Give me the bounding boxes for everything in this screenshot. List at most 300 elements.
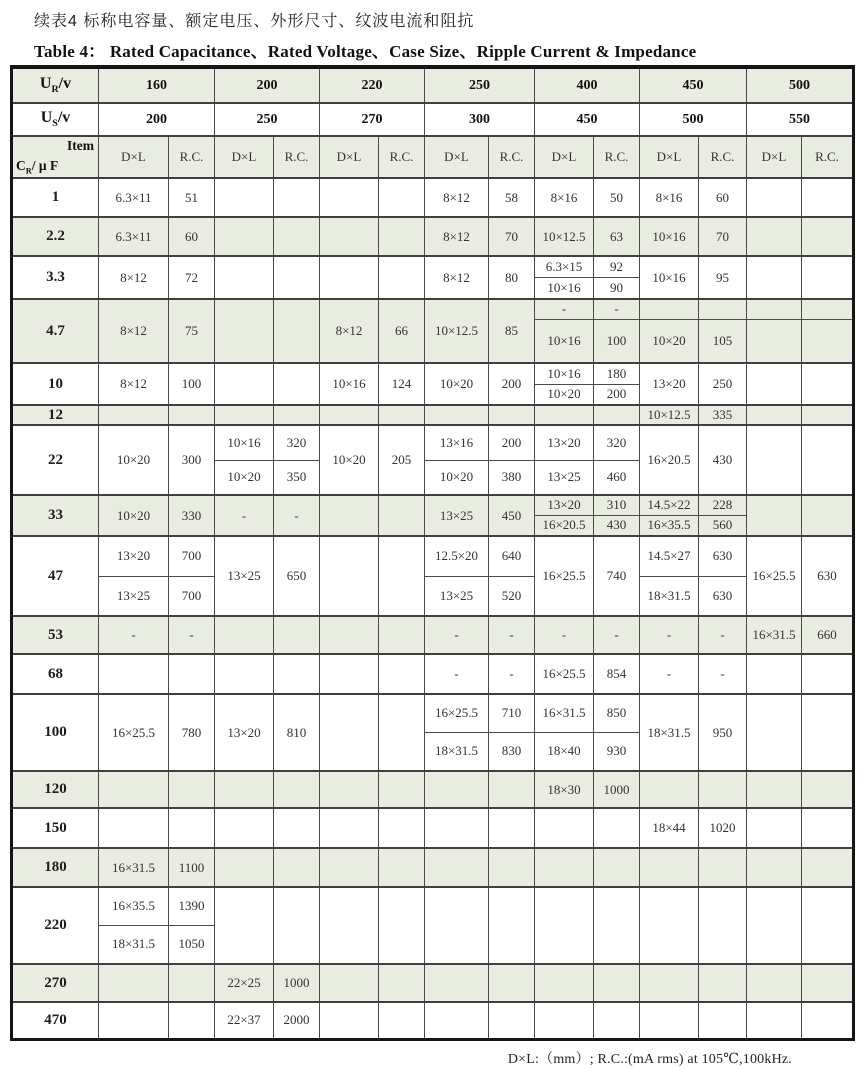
cell-dxl: - xyxy=(640,654,699,694)
rc-header: R.C. xyxy=(274,136,320,178)
cell-empty xyxy=(99,405,169,425)
cell-dxl: 8×12 xyxy=(320,299,379,363)
cell-empty xyxy=(425,964,489,1002)
table-subrow xyxy=(12,576,854,616)
cell-empty xyxy=(802,848,854,887)
cap-label: 180 xyxy=(12,848,99,887)
cell-empty xyxy=(320,964,379,1002)
cell-empty xyxy=(215,887,274,964)
page-header xyxy=(0,0,862,62)
cell-rc: 630 xyxy=(699,576,747,616)
cell-empty xyxy=(594,887,640,964)
cell-empty xyxy=(802,217,854,256)
table-row xyxy=(12,425,854,460)
cell-empty xyxy=(594,848,640,887)
cell-empty xyxy=(215,405,274,425)
cell-empty xyxy=(747,425,802,495)
cell-empty xyxy=(320,616,379,654)
cell-empty xyxy=(99,771,169,808)
cell-rc: 700 xyxy=(169,576,215,616)
cell-rc: 630 xyxy=(699,536,747,576)
cell-dxl: 8×12 xyxy=(99,299,169,363)
cell-empty xyxy=(215,848,274,887)
us-value: 450 xyxy=(535,103,640,136)
item-header-row xyxy=(12,136,854,178)
cell-dxl: 18×31.5 xyxy=(425,732,489,771)
cell-empty xyxy=(489,848,535,887)
cell-empty xyxy=(747,808,802,848)
cell-dxl: 16×25.5 xyxy=(425,694,489,732)
cell-rc: - xyxy=(594,299,640,319)
cell-empty xyxy=(274,217,320,256)
cell-empty xyxy=(747,964,802,1002)
cell-rc: 320 xyxy=(594,425,640,460)
cell-empty xyxy=(802,425,854,495)
cell-dxl: 10×20 xyxy=(535,384,594,405)
cap-label: 22 xyxy=(12,425,99,495)
ur-label-cell xyxy=(12,67,99,103)
us-value: 200 xyxy=(99,103,215,136)
cell-dxl: 18×30 xyxy=(535,771,594,808)
cell-empty xyxy=(274,178,320,217)
table-number-label: Table 4： xyxy=(34,42,106,61)
rc-header: R.C. xyxy=(699,136,747,178)
cell-dxl: 13×16 xyxy=(425,425,489,460)
cell-rc: 950 xyxy=(699,694,747,771)
cell-dxl: 10×12.5 xyxy=(425,299,489,363)
cell-rc: 200 xyxy=(594,384,640,405)
ur-value: 200 xyxy=(215,67,320,103)
cell-empty xyxy=(320,808,379,848)
cell-empty xyxy=(274,616,320,654)
cap-label: 220 xyxy=(12,887,99,964)
cell-empty xyxy=(640,848,699,887)
cell-dxl: 6.3×15 xyxy=(535,256,594,277)
cell-dxl: 10×16 xyxy=(640,217,699,256)
cell-rc: 560 xyxy=(699,515,747,536)
cell-rc: 58 xyxy=(489,178,535,217)
cell-empty xyxy=(215,808,274,848)
cell-dxl: 8×12 xyxy=(425,217,489,256)
cell-empty xyxy=(169,1002,215,1039)
table-row xyxy=(12,495,854,515)
cell-empty xyxy=(379,256,425,299)
cell-empty xyxy=(535,887,594,964)
cell-empty xyxy=(802,808,854,848)
cell-empty xyxy=(425,771,489,808)
cell-empty xyxy=(802,178,854,217)
cell-empty xyxy=(489,1002,535,1039)
cell-empty xyxy=(802,887,854,964)
cell-dxl: - xyxy=(99,616,169,654)
cell-empty xyxy=(425,1002,489,1039)
cell-rc: 70 xyxy=(699,217,747,256)
cell-dxl: 16×31.5 xyxy=(535,694,594,732)
cell-empty xyxy=(379,654,425,694)
cell-empty xyxy=(215,616,274,654)
cell-empty xyxy=(379,536,425,616)
cell-dxl: 13×20 xyxy=(99,536,169,576)
cell-empty xyxy=(489,771,535,808)
cell-rc: 66 xyxy=(379,299,425,363)
cap-label: 53 xyxy=(12,616,99,654)
dxl-header: D×L xyxy=(99,136,169,178)
dxl-header: D×L xyxy=(215,136,274,178)
cell-empty xyxy=(379,495,425,536)
us-value: 300 xyxy=(425,103,535,136)
cell-dxl: 14.5×27 xyxy=(640,536,699,576)
cell-empty xyxy=(274,887,320,964)
cell-empty xyxy=(379,405,425,425)
cell-empty xyxy=(802,654,854,694)
cell-empty xyxy=(640,299,699,319)
cap-label: 120 xyxy=(12,771,99,808)
table-row xyxy=(12,964,854,1002)
cell-rc: 250 xyxy=(699,363,747,405)
cell-dxl: 13×25 xyxy=(425,495,489,536)
table-title-text: Rated Capacitance、Rated Voltage、Case Size、Ripple Current & Impedance xyxy=(109,42,697,61)
rc-header: R.C. xyxy=(169,136,215,178)
cell-empty xyxy=(747,405,802,425)
cell-empty xyxy=(802,694,854,771)
page-title-en xyxy=(34,37,862,62)
table-row xyxy=(12,654,854,694)
cell-rc: 180 xyxy=(594,363,640,384)
dxl-header: D×L xyxy=(425,136,489,178)
cell-empty xyxy=(379,616,425,654)
cell-empty xyxy=(320,654,379,694)
cell-rc: 650 xyxy=(274,536,320,616)
cell-rc: 330 xyxy=(169,495,215,536)
cell-empty xyxy=(320,405,379,425)
dxl-header: D×L xyxy=(320,136,379,178)
us-value: 500 xyxy=(640,103,747,136)
rc-header: R.C. xyxy=(594,136,640,178)
cell-empty xyxy=(215,299,274,363)
cell-dxl: 10×20 xyxy=(99,495,169,536)
cell-dxl: 13×25 xyxy=(535,460,594,495)
cell-empty xyxy=(379,887,425,964)
cell-dxl: - xyxy=(640,616,699,654)
cap-label: 4.7 xyxy=(12,299,99,363)
table-row xyxy=(12,405,854,425)
cell-empty xyxy=(699,964,747,1002)
cell-rc: 50 xyxy=(594,178,640,217)
cell-empty xyxy=(99,964,169,1002)
cell-dxl: 18×31.5 xyxy=(640,694,699,771)
surge-voltage-row xyxy=(12,103,854,136)
cell-dxl: 12.5×20 xyxy=(425,536,489,576)
cell-rc: - xyxy=(169,616,215,654)
cell-empty xyxy=(169,654,215,694)
cell-rc: 350 xyxy=(274,460,320,495)
cell-rc: 450 xyxy=(489,495,535,536)
cell-dxl: 10×20 xyxy=(425,363,489,405)
dxl-header: D×L xyxy=(640,136,699,178)
cell-empty xyxy=(802,405,854,425)
cap-label: 100 xyxy=(12,694,99,771)
cell-dxl: 10×20 xyxy=(99,425,169,495)
item-cr-diagonal-cell xyxy=(12,136,99,178)
cell-dxl: 10×16 xyxy=(535,319,594,363)
cell-empty xyxy=(320,694,379,771)
cell-dxl: 22×37 xyxy=(215,1002,274,1039)
cr-label xyxy=(16,158,58,176)
cell-rc: 100 xyxy=(169,363,215,405)
cell-empty xyxy=(320,217,379,256)
cell-empty xyxy=(99,654,169,694)
cap-label: 1 xyxy=(12,178,99,217)
rc-header: R.C. xyxy=(489,136,535,178)
cell-rc: 700 xyxy=(169,536,215,576)
cell-empty xyxy=(489,964,535,1002)
cell-rc: - xyxy=(274,495,320,536)
cell-empty xyxy=(747,178,802,217)
cell-empty xyxy=(169,808,215,848)
cell-dxl: 16×20.5 xyxy=(640,425,699,495)
cell-rc: 640 xyxy=(489,536,535,576)
cell-dxl: 10×16 xyxy=(535,363,594,384)
cell-dxl: 18×44 xyxy=(640,808,699,848)
cell-dxl: - xyxy=(535,616,594,654)
cell-empty xyxy=(320,536,379,616)
table-row xyxy=(12,256,854,277)
cr-sub: R xyxy=(25,167,32,176)
cell-rc: 75 xyxy=(169,299,215,363)
cell-empty xyxy=(535,848,594,887)
cell-dxl: - xyxy=(535,299,594,319)
cell-empty xyxy=(489,405,535,425)
cell-dxl: 10×20 xyxy=(640,319,699,363)
cell-dxl: 6.3×11 xyxy=(99,217,169,256)
cell-empty xyxy=(699,299,747,319)
cell-rc: 850 xyxy=(594,694,640,732)
cell-dxl: 10×16 xyxy=(535,277,594,299)
cell-dxl: 10×12.5 xyxy=(640,405,699,425)
cell-dxl: 13×25 xyxy=(99,576,169,616)
cell-rc: 430 xyxy=(594,515,640,536)
cell-empty xyxy=(215,178,274,217)
cell-rc: 200 xyxy=(489,425,535,460)
cell-empty xyxy=(594,405,640,425)
cell-empty xyxy=(747,363,802,405)
cell-empty xyxy=(274,771,320,808)
cap-label: 68 xyxy=(12,654,99,694)
cell-empty xyxy=(215,771,274,808)
cell-dxl: 8×12 xyxy=(425,178,489,217)
cell-dxl: 10×20 xyxy=(320,425,379,495)
cell-empty xyxy=(379,217,425,256)
cell-empty xyxy=(747,654,802,694)
cell-dxl: 8×12 xyxy=(425,256,489,299)
cell-empty xyxy=(699,1002,747,1039)
cell-rc: 930 xyxy=(594,732,640,771)
cell-rc: - xyxy=(699,654,747,694)
cell-rc: 660 xyxy=(802,616,854,654)
cell-empty xyxy=(425,808,489,848)
cell-empty xyxy=(274,808,320,848)
cell-empty xyxy=(640,887,699,964)
cell-empty xyxy=(489,887,535,964)
cell-empty xyxy=(535,405,594,425)
us-sub: S xyxy=(52,118,58,130)
cell-rc: 228 xyxy=(699,495,747,515)
cell-dxl: - xyxy=(425,616,489,654)
cell-empty xyxy=(274,363,320,405)
cell-empty xyxy=(699,848,747,887)
cell-rc: - xyxy=(489,654,535,694)
cell-empty xyxy=(594,1002,640,1039)
cell-empty xyxy=(379,694,425,771)
cell-empty xyxy=(99,1002,169,1039)
ur-base: U xyxy=(39,75,52,93)
cell-rc: 1020 xyxy=(699,808,747,848)
cell-dxl: 8×16 xyxy=(535,178,594,217)
table-row xyxy=(12,808,854,848)
cell-empty xyxy=(802,964,854,1002)
cell-rc: 780 xyxy=(169,694,215,771)
cell-dxl: 13×20 xyxy=(535,425,594,460)
cell-empty xyxy=(425,405,489,425)
rated-voltage-row xyxy=(12,67,854,103)
cell-empty xyxy=(169,771,215,808)
cell-empty xyxy=(274,299,320,363)
cap-label: 10 xyxy=(12,363,99,405)
cell-rc: 810 xyxy=(274,694,320,771)
cell-empty xyxy=(320,1002,379,1039)
cell-rc: 90 xyxy=(594,277,640,299)
cap-label: 470 xyxy=(12,1002,99,1039)
cell-rc: 1390 xyxy=(169,887,215,925)
dxl-header: D×L xyxy=(535,136,594,178)
cell-rc: 710 xyxy=(489,694,535,732)
item-label: Item xyxy=(67,138,94,153)
cell-dxl: 16×20.5 xyxy=(535,515,594,536)
cell-empty xyxy=(320,887,379,964)
ur-value: 500 xyxy=(747,67,854,103)
table-row xyxy=(12,887,854,925)
cell-rc: 300 xyxy=(169,425,215,495)
cell-rc: 380 xyxy=(489,460,535,495)
cell-empty xyxy=(169,964,215,1002)
us-value: 250 xyxy=(215,103,320,136)
cap-label: 270 xyxy=(12,964,99,1002)
cell-empty xyxy=(215,654,274,694)
dxl-header: D×L xyxy=(747,136,802,178)
cell-dxl: 14.5×22 xyxy=(640,495,699,515)
cell-rc: 105 xyxy=(699,319,747,363)
cell-rc: 430 xyxy=(699,425,747,495)
cell-empty xyxy=(535,964,594,1002)
cell-dxl: 13×20 xyxy=(640,363,699,405)
cell-rc: 95 xyxy=(699,256,747,299)
cell-empty xyxy=(699,887,747,964)
cell-dxl: - xyxy=(425,654,489,694)
cell-empty xyxy=(802,256,854,299)
cap-label: 2.2 xyxy=(12,217,99,256)
ur-value: 160 xyxy=(99,67,215,103)
cell-dxl: 10×20 xyxy=(425,460,489,495)
cell-dxl: 8×12 xyxy=(99,363,169,405)
cell-rc: 92 xyxy=(594,256,640,277)
table-row xyxy=(12,299,854,319)
cr-base: C xyxy=(16,158,26,174)
cell-rc: 320 xyxy=(274,425,320,460)
cell-rc: 830 xyxy=(489,732,535,771)
cell-dxl: 13×25 xyxy=(425,576,489,616)
cell-empty xyxy=(747,217,802,256)
cell-empty xyxy=(320,495,379,536)
cell-rc: 1100 xyxy=(169,848,215,887)
cell-dxl: 8×16 xyxy=(640,178,699,217)
cell-empty xyxy=(379,178,425,217)
cell-empty xyxy=(274,256,320,299)
cell-dxl: 18×31.5 xyxy=(640,576,699,616)
cell-empty xyxy=(320,848,379,887)
cell-empty xyxy=(640,771,699,808)
table-row xyxy=(12,217,854,256)
cell-empty xyxy=(215,217,274,256)
cell-empty xyxy=(425,848,489,887)
cell-dxl: 13×20 xyxy=(535,495,594,515)
cell-rc: 70 xyxy=(489,217,535,256)
cell-dxl: 13×20 xyxy=(215,694,274,771)
table-row xyxy=(12,1002,854,1039)
cell-empty xyxy=(320,178,379,217)
table-row xyxy=(12,616,854,654)
ur-value: 250 xyxy=(425,67,535,103)
cell-rc: 100 xyxy=(594,319,640,363)
cell-empty xyxy=(379,848,425,887)
us-rest: /v xyxy=(57,109,71,127)
cell-dxl: 16×35.5 xyxy=(99,887,169,925)
cell-dxl: 13×25 xyxy=(215,536,274,616)
cell-empty xyxy=(594,964,640,1002)
cell-rc: 630 xyxy=(802,536,854,616)
cell-empty xyxy=(169,405,215,425)
cell-dxl: 16×35.5 xyxy=(640,515,699,536)
cell-dxl: 16×31.5 xyxy=(747,616,802,654)
cell-dxl: 10×16 xyxy=(215,425,274,460)
cell-dxl: 16×25.5 xyxy=(535,654,594,694)
us-value: 550 xyxy=(747,103,854,136)
cell-dxl: - xyxy=(215,495,274,536)
cell-empty xyxy=(379,808,425,848)
cell-empty xyxy=(640,1002,699,1039)
cell-rc: - xyxy=(594,616,640,654)
cell-empty xyxy=(320,771,379,808)
cell-dxl: 16×31.5 xyxy=(99,848,169,887)
cell-empty xyxy=(747,1002,802,1039)
cell-empty xyxy=(274,848,320,887)
table-row xyxy=(12,694,854,732)
cell-rc: 1000 xyxy=(274,964,320,1002)
cell-empty xyxy=(699,771,747,808)
cell-dxl: 10×16 xyxy=(640,256,699,299)
cell-rc: 60 xyxy=(169,217,215,256)
cell-empty xyxy=(535,1002,594,1039)
cell-empty xyxy=(802,299,854,319)
cell-rc: 335 xyxy=(699,405,747,425)
cell-empty xyxy=(747,848,802,887)
rc-header: R.C. xyxy=(802,136,854,178)
cell-empty xyxy=(802,495,854,536)
cell-dxl: 16×25.5 xyxy=(99,694,169,771)
us-base: U xyxy=(40,109,53,127)
cr-rest: / μ F xyxy=(31,158,59,174)
cell-rc: 460 xyxy=(594,460,640,495)
spec-table xyxy=(10,65,855,1041)
